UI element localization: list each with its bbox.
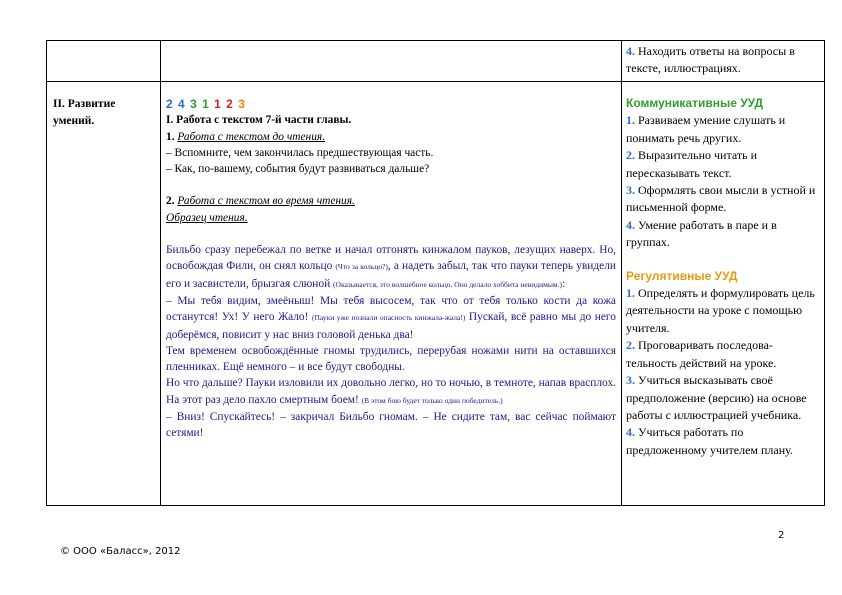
question-2: – Как, по-вашему, события будут развиваться дальше? [166, 163, 430, 176]
page-number: 2 [778, 530, 785, 541]
table-bottom-border [46, 505, 825, 506]
table-left-border [46, 40, 47, 506]
comm-item: 2. Выразительно читать и пересказывать текст. [626, 148, 758, 180]
reg-item: 2. Проговаривать последова-тельность действий на уроке. [626, 338, 777, 370]
row1-item: 4. Находить ответы на вопросы в тексте, иллюстрациях. [626, 44, 795, 76]
lesson-content [166, 96, 616, 442]
reading-paragraph-3: Тем временем освобождённые гномы трудились, перерубая ножами нити на оставшихся пленниках. Ещё немного – и все будут свободны. [166, 344, 616, 374]
reading-paragraph-5: – Вниз! Спускайтесь! – закричал Бильбо гномам. – Не сидите там, вас сейчас поймают сетями! [166, 411, 616, 440]
reading-paragraph-1: Бильбо сразу перебежал по ветке и начал отгонять кинжалом пауков, лезущих наверх. Но, освобождая Фили, он снял кольцо (Что за кольцо?), а надеть забыл, так что пауки теперь увидели его и засвистели, брызгая слюной (Оказывается, это волшебное кольцо. Оно делало хоббита невидимым.): [166, 244, 616, 290]
copyright: © ООО «Баласс», 2012 [60, 546, 181, 557]
table-right-border [824, 40, 825, 506]
question-1: – Вспомните, чем закончилась предшествующая часть. [166, 146, 434, 159]
column-divider-2 [621, 40, 622, 506]
item2-heading: 2. Работа с текстом во время чтения. [166, 195, 355, 208]
reg-item: 1. Определять и формулировать цель деятельности на уроке с помощью учителя. [626, 286, 815, 335]
reading-paragraph-4: Но что дальше? Пауки изловили их довольно легко, но то ночью, в темноте, напав врасплох. На этот раз дело пахло смертным боем! (В этом бою будет только один победитель.) [166, 377, 616, 406]
reg-item: 3. Учиться высказывать своё предположение (версию) на основе работы с иллюстрацией учебника. [626, 373, 807, 422]
task-heading: I. Работа с текстом 7-й части главы. [166, 114, 352, 127]
regulative-title: Регулятивные УУД [626, 268, 738, 283]
comm-item: 1. Развиваем умение слушать и понимать речь других. [626, 113, 786, 145]
comm-item: 3. Оформлять свои мысли в устной и письменной форме. [626, 183, 816, 215]
table-top-border [46, 40, 825, 41]
row-divider [46, 81, 825, 82]
comm-item: 4. Умение работать в паре и в группах. [626, 217, 777, 250]
item1-heading: 1. Работа с текстом до чтения. [166, 130, 326, 143]
reg-item: 4. Учиться работать по предложенному учителем плану. [626, 425, 793, 457]
reading-paragraph-2: – Мы тебя видим, змеёныш! Мы тебя высосем, так что от тебя только кости да кожа останутся! Ух! У него Жало! (Пауки уже познали опасность кинжала-жала!) Пускай, всё равно мы до него доберёмся, повисит у нас вниз головой денька два! [166, 294, 616, 341]
row1-right-cell [626, 43, 822, 78]
number-sequence: 2 4 3 1 1 2 3 [166, 97, 246, 111]
column-divider-1 [160, 40, 161, 506]
sample-label: Образец чтения. [166, 211, 248, 224]
uud-column [626, 95, 822, 459]
communicative-title: Коммуникативные УУД [626, 96, 764, 110]
stage-title: II. Развитие умений. [53, 98, 116, 127]
